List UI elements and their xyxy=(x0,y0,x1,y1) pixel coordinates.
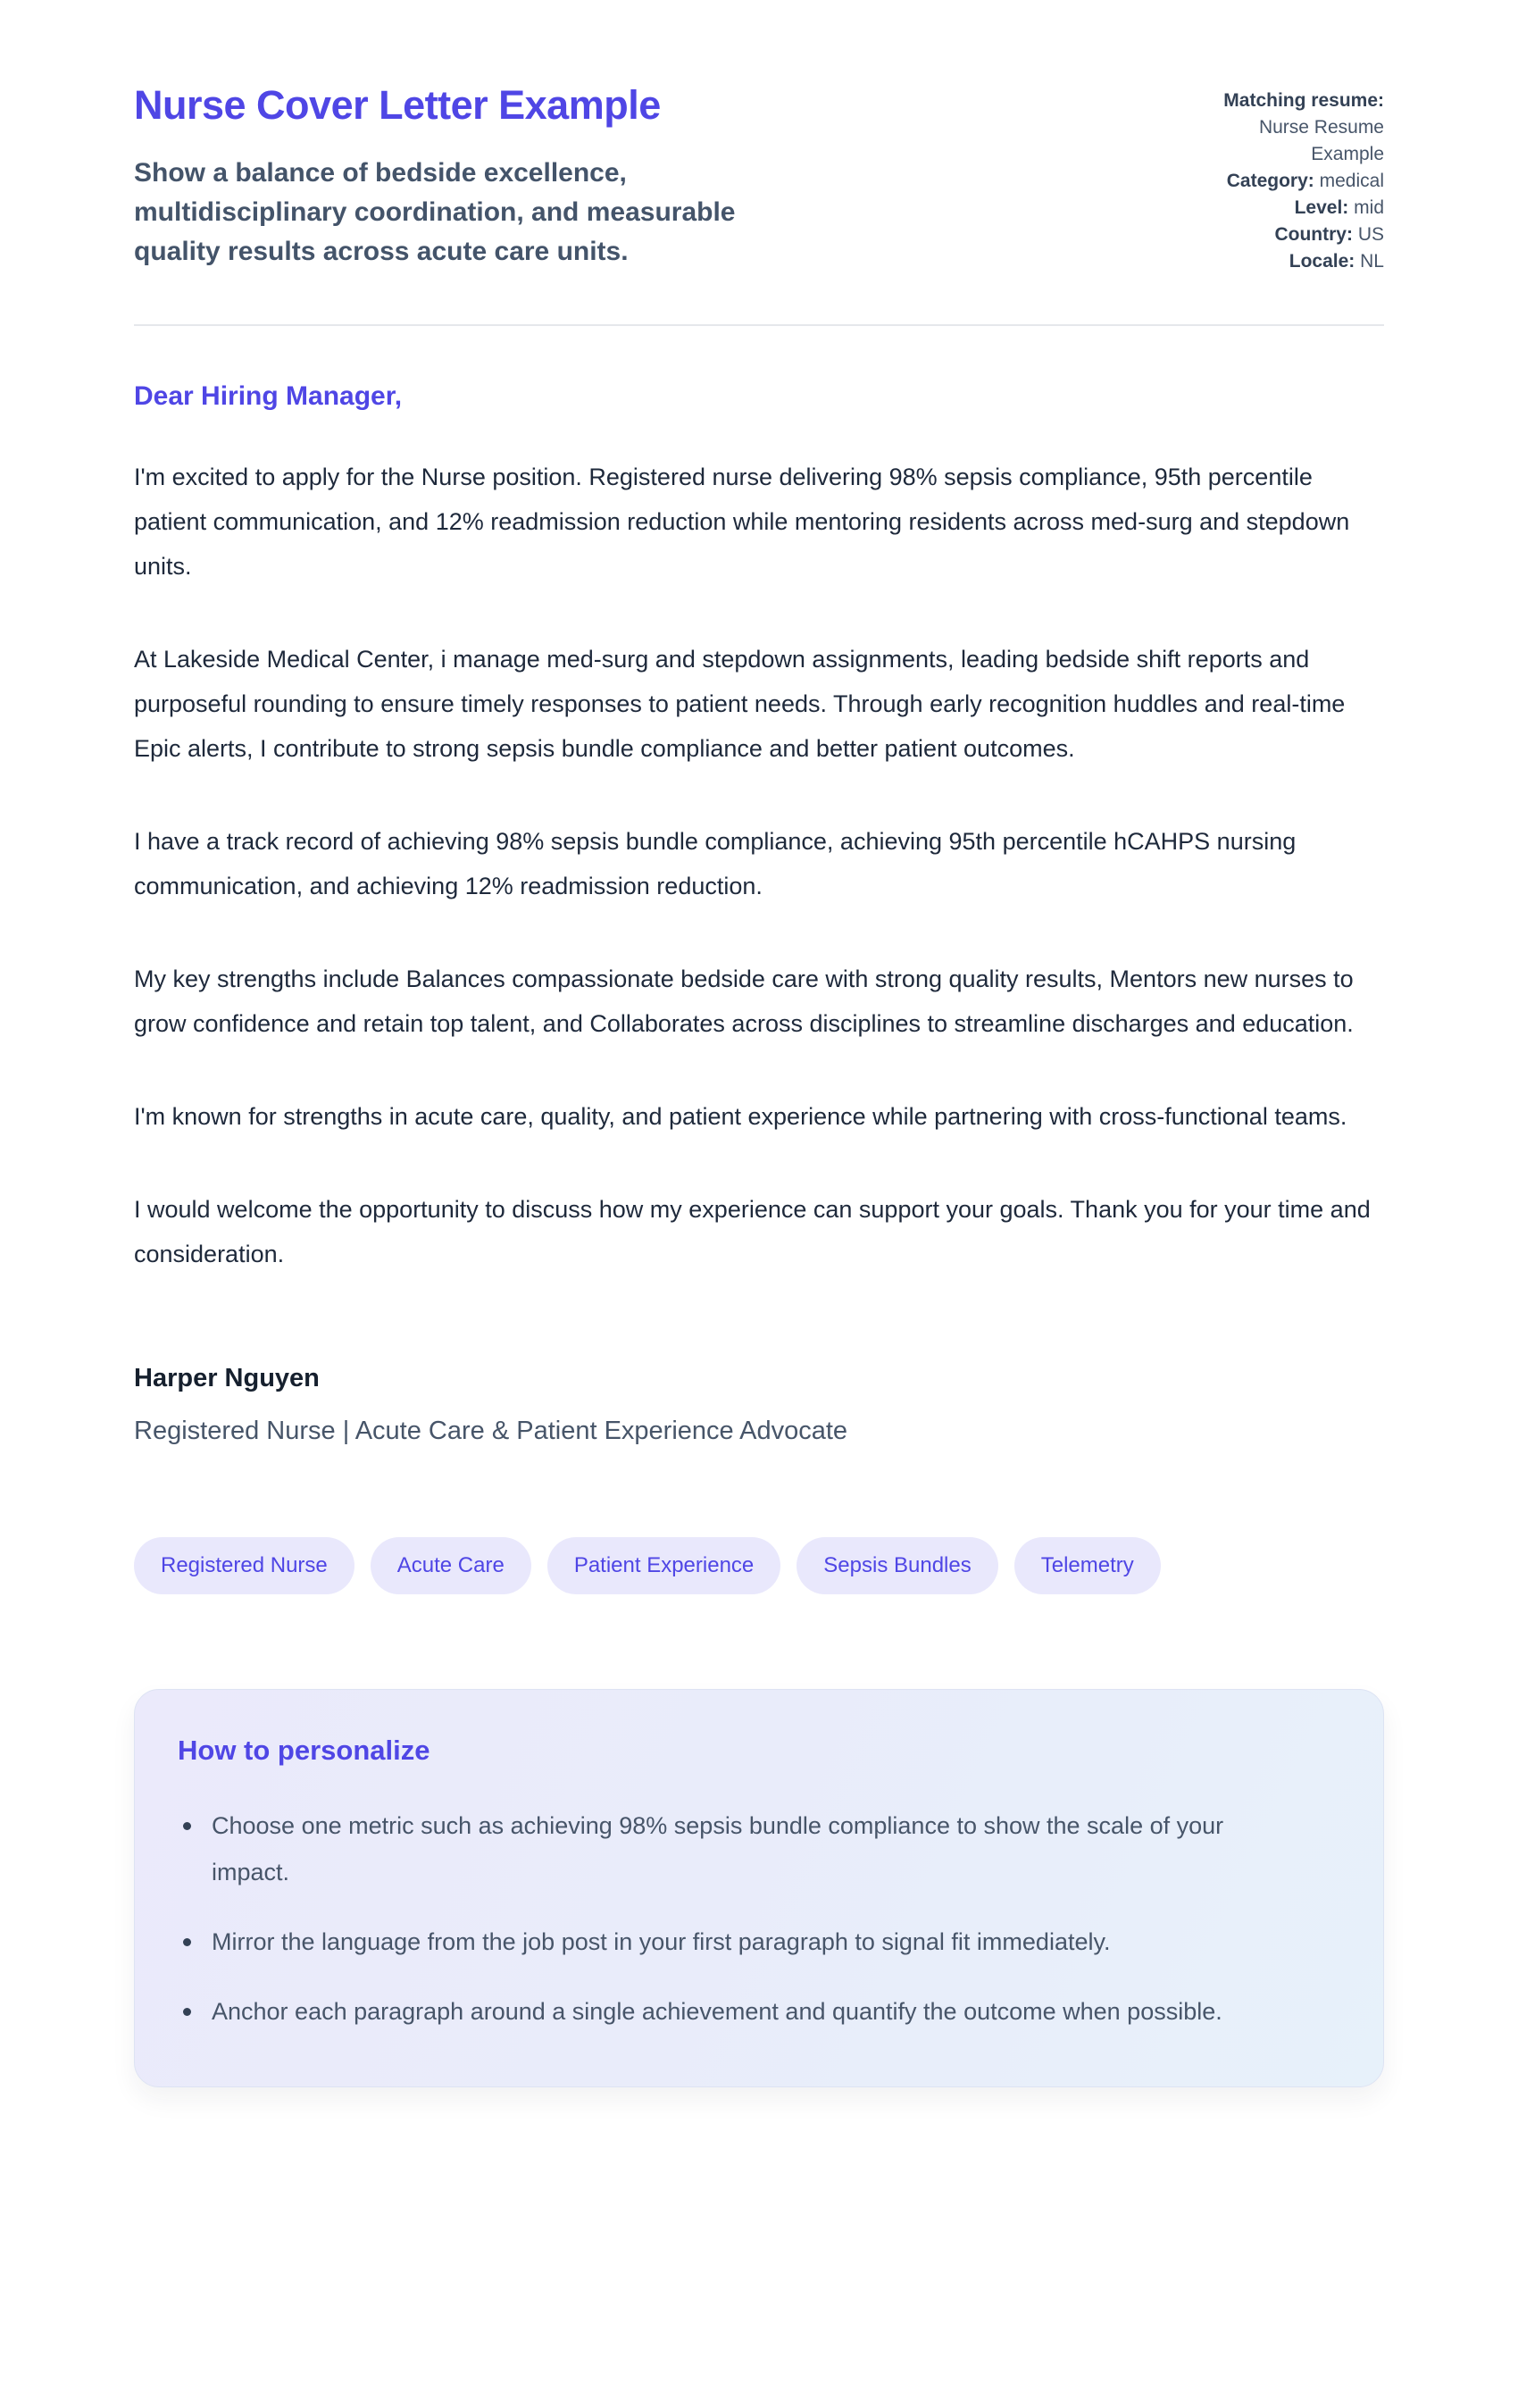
signature-block xyxy=(134,1364,1384,1446)
letter-paragraph: My key strengths include Balances compassionate bedside care with strong quality results, Mentors new nurses to grow confidence and retain top talent, and Collaborates across disciplines to streamline discharges and education. xyxy=(134,966,1354,1037)
meta-label: Category: xyxy=(1226,171,1314,191)
page-header xyxy=(134,82,1384,326)
personalize-tip: Choose one metric such as achieving 98% sepsis bundle compliance to show the scale of your impact. xyxy=(178,1802,1285,1895)
keyword-tag-pill: Registered Nurse xyxy=(134,1537,354,1594)
personalize-tip: Anchor each paragraph around a single achievement and quantify the outcome when possible. xyxy=(178,1988,1285,2035)
keyword-tag-pill: Telemetry xyxy=(1014,1537,1161,1594)
page-subtitle-line: quality results across acute care units. xyxy=(134,237,629,266)
personalize-tips-list xyxy=(178,1802,1339,2035)
meta-value: medical xyxy=(1319,171,1384,191)
cover-letter-body xyxy=(134,381,1384,1446)
letter-paragraph: I would welcome the opportunity to discuss how my experience can support your goals. Thank you for your time and consideration. xyxy=(134,1196,1371,1267)
keyword-tag-pill: Sepsis Bundles xyxy=(797,1537,997,1594)
keyword-tag-pill: Patient Experience xyxy=(547,1537,780,1594)
meta-row xyxy=(1214,248,1384,275)
meta-label: Level: xyxy=(1294,197,1349,218)
letter-paragraph: I have a track record of achieving 98% sepsis bundle compliance, achieving 95th percentile hCAHPS nursing communication, and achieving 12% readmission reduction. xyxy=(134,828,1297,899)
meta-row xyxy=(1214,168,1384,195)
signature-name: Harper Nguyen xyxy=(134,1364,320,1392)
page-subtitle-line: multidisciplinary coordination, and measurable xyxy=(134,197,736,227)
meta-row xyxy=(1214,88,1384,168)
meta-value: NL xyxy=(1360,251,1384,272)
letter-paragraphs xyxy=(134,455,1384,1276)
meta-row xyxy=(1214,222,1384,248)
letter-paragraph: At Lakeside Medical Center, i manage med-surg and stepdown assignments, leading bedside shift reports and purposeful rounding to ensure timely responses to patient needs. Through early recognition huddles and real-time Epic alerts, I contribute to strong sepsis bundle compliance and better patient outcomes. xyxy=(134,646,1346,762)
header-title-block xyxy=(134,82,735,272)
meta-value: US xyxy=(1357,224,1384,245)
how-to-personalize-title: How to personalize xyxy=(178,1735,430,1766)
meta-row xyxy=(1214,195,1384,222)
letter-greeting: Dear Hiring Manager, xyxy=(134,381,403,411)
personalize-tip: Mirror the language from the job post in your first paragraph to signal fit immediately. xyxy=(178,1919,1285,1965)
meta-label: Country: xyxy=(1274,224,1353,245)
resume-meta-block xyxy=(1214,82,1384,275)
meta-label: Matching resume: xyxy=(1223,90,1384,111)
meta-value: mid xyxy=(1354,197,1384,218)
keyword-tags-row xyxy=(134,1537,1384,1594)
page-title: Nurse Cover Letter Example xyxy=(134,82,661,128)
how-to-personalize-box xyxy=(134,1689,1384,2087)
meta-label: Locale: xyxy=(1289,251,1355,272)
signature-role: Registered Nurse | Acute Care & Patient Experience Advocate xyxy=(134,1417,848,1445)
keyword-tag-pill: Acute Care xyxy=(371,1537,531,1594)
letter-paragraph: I'm excited to apply for the Nurse position. Registered nurse delivering 98% sepsis compliance, 95th percentile patient communication, and 12% readmission reduction while mentoring residents across med-surg and stepdown units. xyxy=(134,464,1350,580)
letter-paragraph: I'm known for strengths in acute care, quality, and patient experience while partnering with cross-functional teams. xyxy=(134,1103,1347,1130)
meta-value: Nurse Resume Example xyxy=(1258,117,1384,164)
page-subtitle xyxy=(134,154,735,272)
page-subtitle-line: Show a balance of bedside excellence, xyxy=(134,158,627,188)
